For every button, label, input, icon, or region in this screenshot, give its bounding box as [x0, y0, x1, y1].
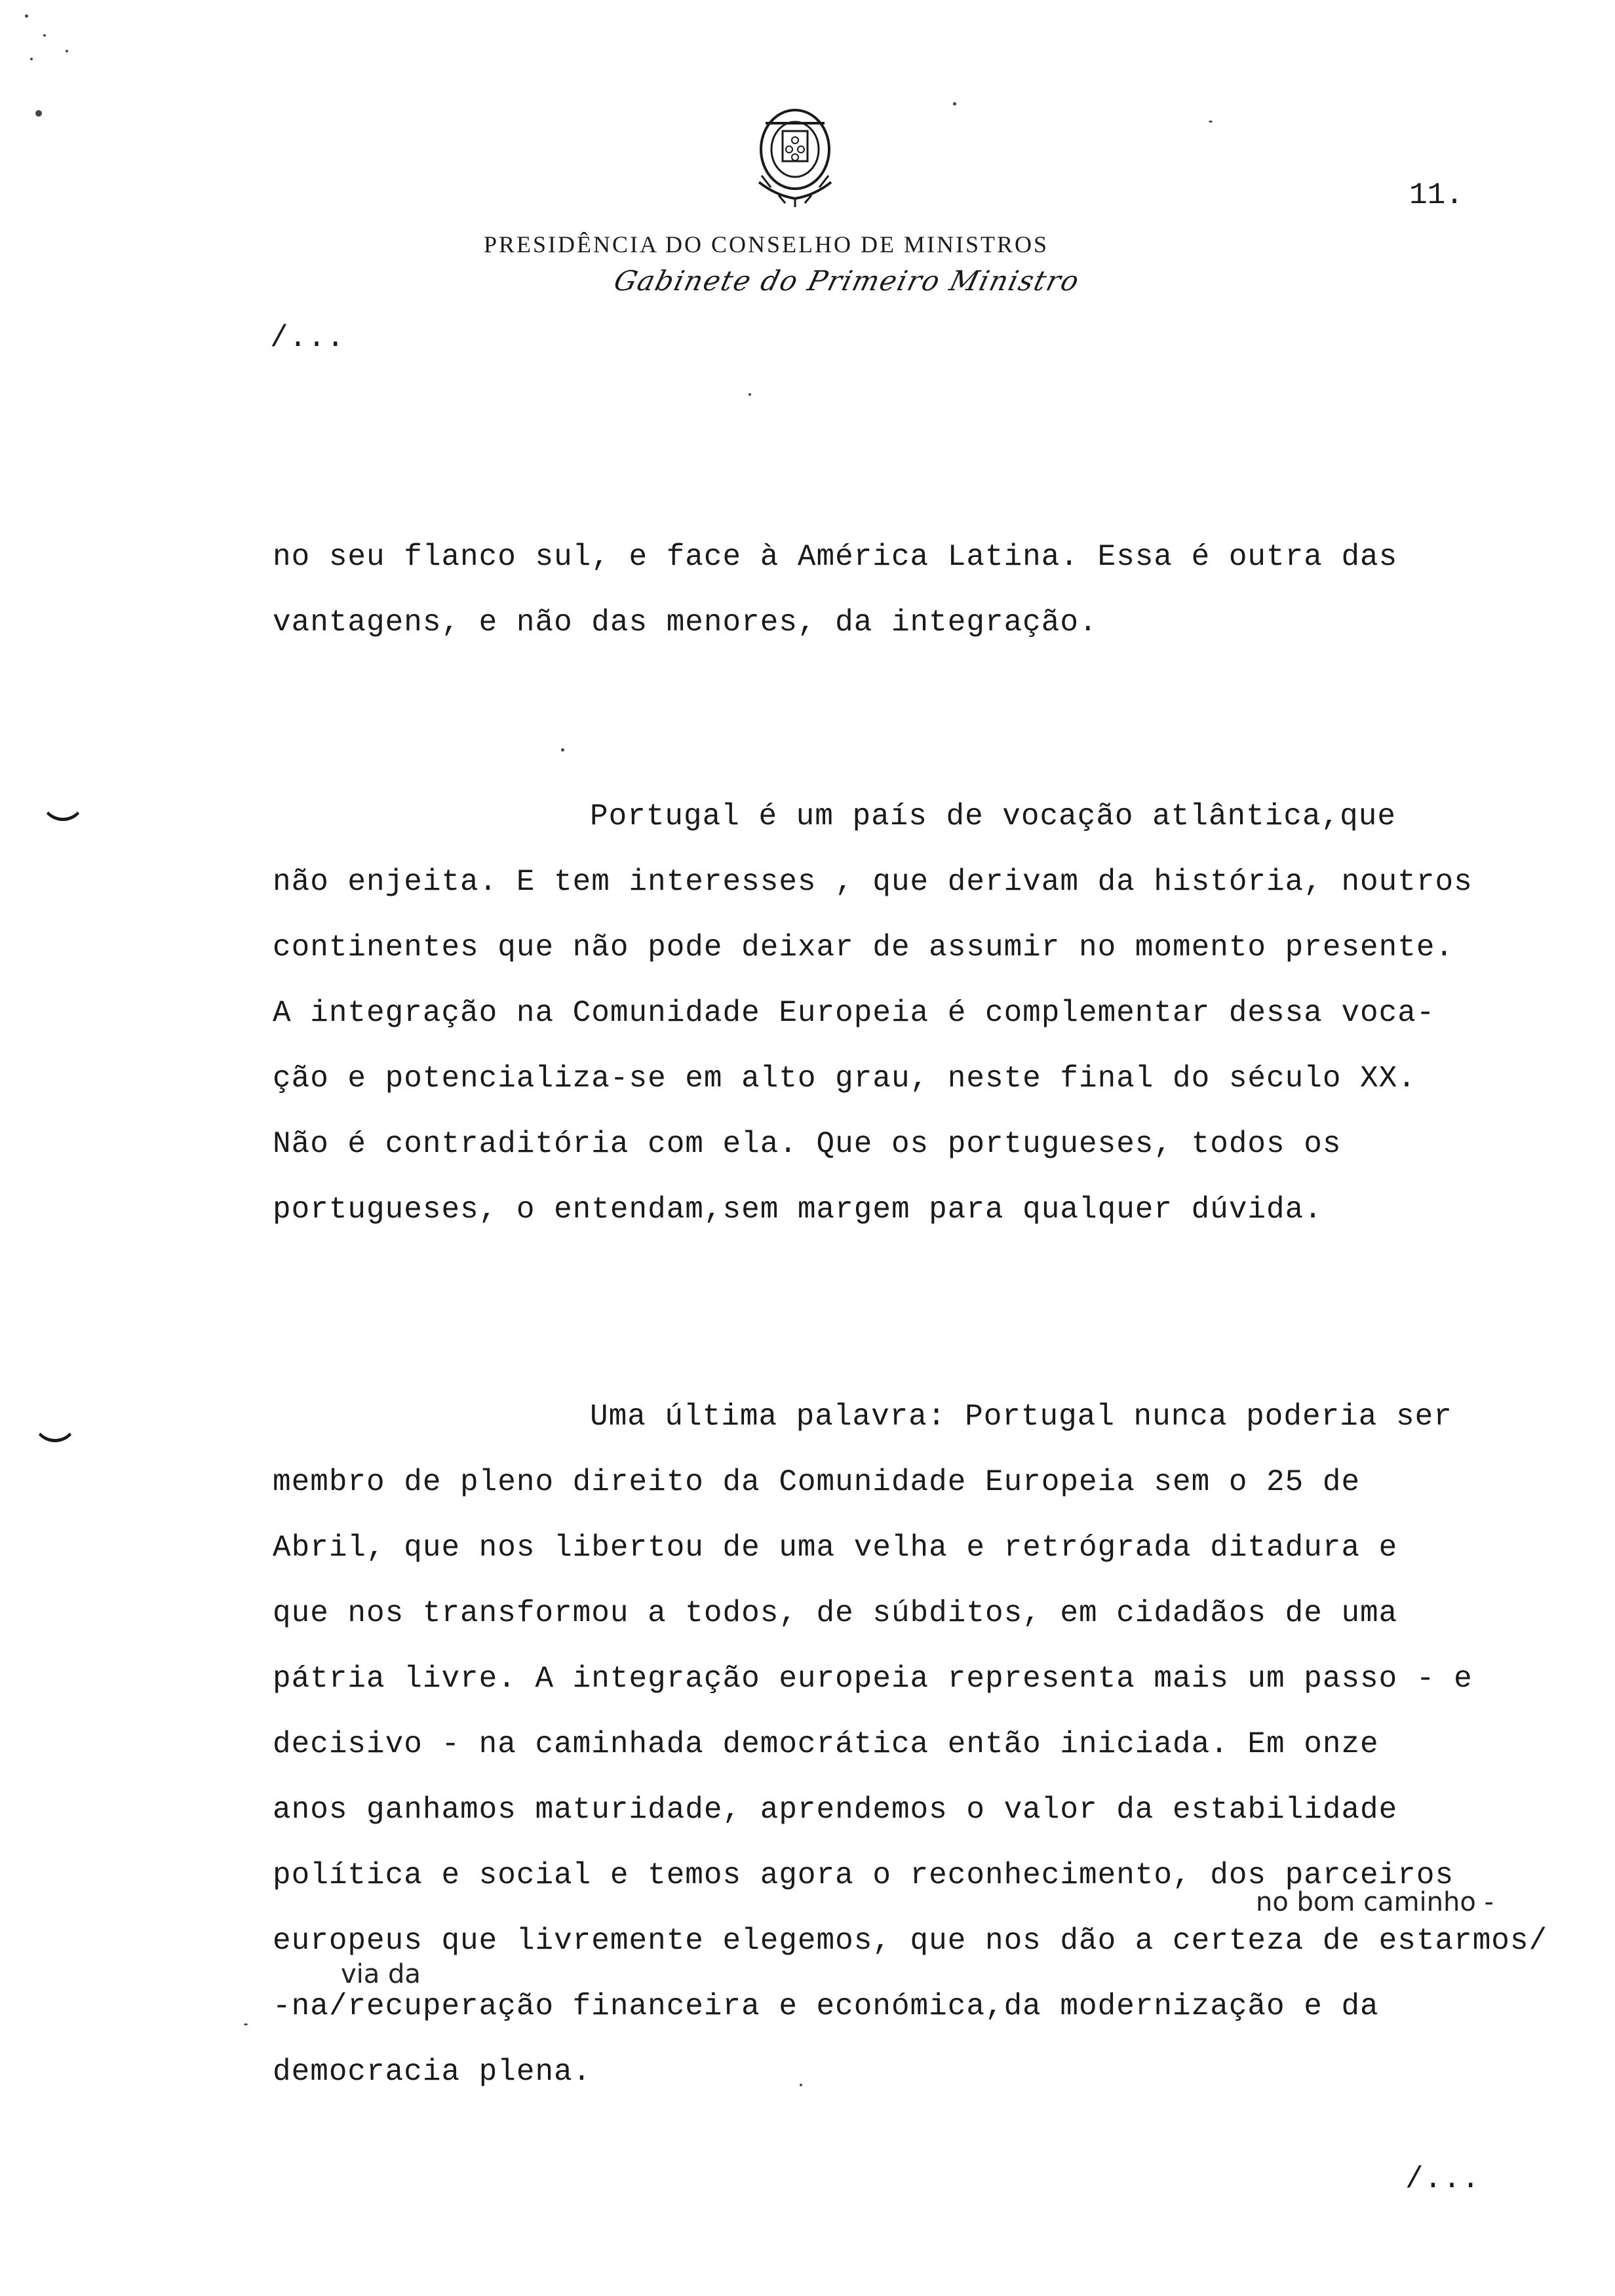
text-line: não enjeita. E tem interesses , que derivam da história, noutros — [273, 865, 1473, 899]
text-line: Não é contraditória com ela. Que os portugueses, todos os — [273, 1127, 1342, 1161]
text-line: política e social e temos agora o reconhecimento, dos parceiros — [273, 1858, 1454, 1892]
continuation-marker-top: /... — [270, 321, 345, 355]
scan-speck — [953, 102, 956, 105]
text-line: que nos transformou a todos, de súbditos, em cidadãos de uma — [273, 1596, 1398, 1630]
text-line: europeus que livremente elegemos, que nos dão a certeza de estarmos/ — [273, 1924, 1548, 1958]
scan-speck — [30, 58, 33, 60]
text-line: Portugal é um país de vocação atlântica,que — [590, 799, 1396, 833]
text-line: decisivo - na caminhada democrática então iniciada. Em onze — [273, 1727, 1379, 1761]
text-line: -na/recuperação financeira e económica,da modernização e da — [273, 1989, 1379, 2023]
scan-speck — [800, 2084, 802, 2086]
text-line: no seu flanco sul, e face à América Latina. Essa é outra das — [273, 540, 1398, 574]
text-line: pátria livre. A integração europeia representa mais um passo - e — [273, 1662, 1473, 1696]
scan-speck — [66, 50, 68, 52]
text-line: ção e potencializa-se em alto grau, neste final do século XX. — [273, 1062, 1416, 1096]
paragraph-1 — [273, 524, 1397, 655]
margin-hole-mark — [33, 1415, 77, 1442]
paragraph-3 — [273, 1384, 1547, 2105]
scan-speck — [749, 393, 751, 396]
coat-of-arms-seal-icon — [739, 97, 851, 208]
text-line: portugueses, o entendam,sem margem para qualquer dúvida. — [273, 1193, 1323, 1227]
text-line: anos ganhamos maturidade, aprendemos o valor da estabilidade — [273, 1793, 1398, 1827]
text-line: Abril, que nos libertou de uma velha e retrógrada ditadura e — [273, 1531, 1398, 1565]
handwritten-insertion: no bom caminho - — [1256, 1887, 1494, 1917]
scan-speck — [561, 748, 564, 752]
cabinet-subtitle: Gabinete do Primeiro Ministro — [610, 265, 1083, 297]
institution-name: PRESIDÊNCIA DO CONSELHO DE MINISTROS — [484, 231, 1049, 258]
continuation-marker-bottom: /... — [1405, 2162, 1481, 2196]
text-line: vantagens, e não das menores, da integração. — [273, 605, 1098, 640]
scan-speck — [35, 110, 42, 117]
margin-hole-mark — [41, 794, 85, 821]
scan-speck — [25, 14, 28, 18]
paragraph-2 — [273, 784, 1473, 1242]
scan-speck — [43, 34, 46, 37]
scan-speck — [244, 2023, 248, 2025]
scan-speck — [1209, 121, 1213, 123]
text-line: Uma última palavra: Portugal nunca poderia ser — [590, 1400, 1452, 1434]
text-line: A integração na Comunidade Europeia é complementar dessa voca- — [273, 996, 1435, 1030]
page-number: 11. — [1409, 178, 1464, 212]
text-line: democracia plena. — [273, 2055, 592, 2089]
text-line: continentes que não pode deixar de assumir no momento presente. — [273, 930, 1454, 965]
text-line: membro de pleno direito da Comunidade Europeia sem o 25 de — [273, 1465, 1361, 1499]
handwritten-insertion: via da — [341, 1959, 421, 1989]
